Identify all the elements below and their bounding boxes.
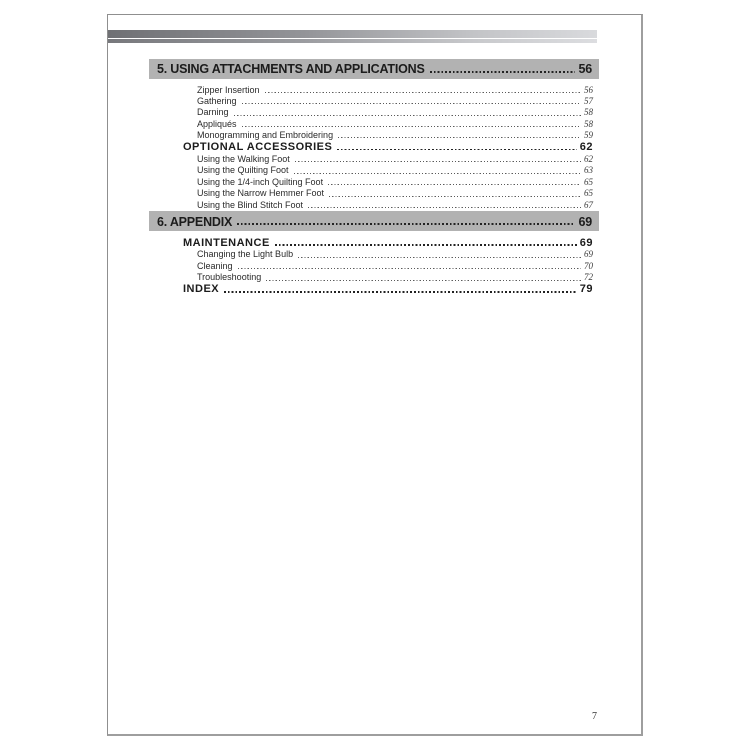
dot-leader (265, 92, 581, 93)
toc-item-entry[interactable] (197, 272, 593, 283)
toc-entry-page-number: 67 (584, 199, 593, 210)
dot-leader (329, 196, 581, 197)
toc-entry-label: Monogramming and Embroidering (197, 130, 334, 141)
toc-section-header[interactable] (149, 59, 599, 79)
toc-entry-page-number: 58 (584, 107, 593, 118)
toc-entry-page-number: 59 (584, 130, 593, 141)
dot-leader (266, 280, 581, 281)
dot-leader (298, 257, 581, 258)
toc-subsection-entry[interactable] (183, 283, 593, 296)
toc-entry-label: Using the Narrow Hemmer Foot (197, 188, 325, 199)
toc-entry-label: Using the Walking Foot (197, 153, 290, 164)
toc-entry-page-number: 58 (584, 118, 593, 129)
dot-leader (234, 115, 581, 116)
dot-leader (308, 207, 581, 208)
toc-entry-label: Gathering (197, 95, 237, 106)
page-number: 7 (592, 711, 597, 722)
toc-subsection-entry[interactable] (183, 141, 593, 154)
toc-item-entry[interactable] (197, 118, 593, 129)
toc-item-entry[interactable] (197, 188, 593, 199)
toc-entry-label: INDEX (183, 283, 220, 296)
toc-entry-page-number: 69 (578, 214, 592, 229)
gradient-bar-bottom-band (108, 39, 597, 43)
toc-entry-label: Cleaning (197, 260, 233, 271)
toc-item-entry[interactable] (197, 84, 593, 95)
dot-leader (242, 103, 581, 104)
toc-item-entry[interactable] (197, 199, 593, 210)
toc-entry-page-number: 65 (584, 176, 593, 187)
header-gradient-bar (108, 30, 597, 43)
dot-leader (242, 126, 581, 127)
toc-entry-label: 5. USING ATTACHMENTS AND APPLICATIONS (157, 62, 425, 77)
toc-entry-label: OPTIONAL ACCESSORIES (183, 141, 333, 154)
toc-entry-label: Using the Quilting Foot (197, 165, 289, 176)
toc-entry-label: Darning (197, 107, 229, 118)
toc-entry-page-number: 57 (584, 95, 593, 106)
dot-leader (338, 137, 581, 138)
dot-leader (337, 149, 576, 151)
toc-section-header[interactable] (149, 211, 599, 231)
toc-item-entry[interactable] (197, 165, 593, 176)
dot-leader (238, 268, 581, 269)
toc-entry-label: 6. APPENDIX (157, 214, 233, 229)
toc-entry-page-number: 69 (579, 236, 593, 249)
toc-entry-page-number: 70 (584, 260, 593, 271)
dot-leader (237, 223, 575, 225)
toc-entry-label: Appliqués (197, 118, 237, 129)
toc-entry-page-number: 79 (579, 283, 593, 296)
toc-item-entry[interactable] (197, 130, 593, 141)
dot-leader (328, 184, 581, 185)
toc-item-entry[interactable] (197, 260, 593, 271)
toc-entry-page-number: 62 (579, 141, 593, 154)
gradient-bar-top-band (108, 30, 597, 38)
toc-entry-page-number: 63 (584, 165, 593, 176)
toc-entry-page-number: 56 (578, 62, 592, 77)
dot-leader (275, 244, 577, 246)
toc-item-entry[interactable] (197, 107, 593, 118)
toc-entry-label: MAINTENANCE (183, 236, 270, 249)
toc-entry-label: Troubleshooting (197, 272, 262, 283)
dot-leader (294, 173, 581, 174)
toc-entry-page-number: 62 (584, 153, 593, 164)
toc-entry-label: Using the 1/4-inch Quilting Foot (197, 176, 324, 187)
toc-entry-page-number: 69 (584, 249, 593, 260)
toc-item-entry[interactable] (197, 176, 593, 187)
manual-page (107, 14, 643, 736)
toc-entry-label: Changing the Light Bulb (197, 249, 294, 260)
toc-subsection-entry[interactable] (183, 236, 593, 249)
toc-entry-label: Zipper Insertion (197, 84, 260, 95)
dot-leader (430, 71, 576, 73)
toc-item-entry[interactable] (197, 95, 593, 106)
dot-leader (224, 291, 577, 293)
dot-leader (295, 161, 581, 162)
toc-entry-page-number: 72 (584, 272, 593, 283)
toc-item-entry[interactable] (197, 249, 593, 260)
table-of-contents (108, 59, 641, 296)
toc-entry-label: Using the Blind Stitch Foot (197, 199, 304, 210)
toc-entry-page-number: 56 (584, 84, 593, 95)
toc-item-entry[interactable] (197, 153, 593, 164)
toc-entry-page-number: 65 (584, 188, 593, 199)
